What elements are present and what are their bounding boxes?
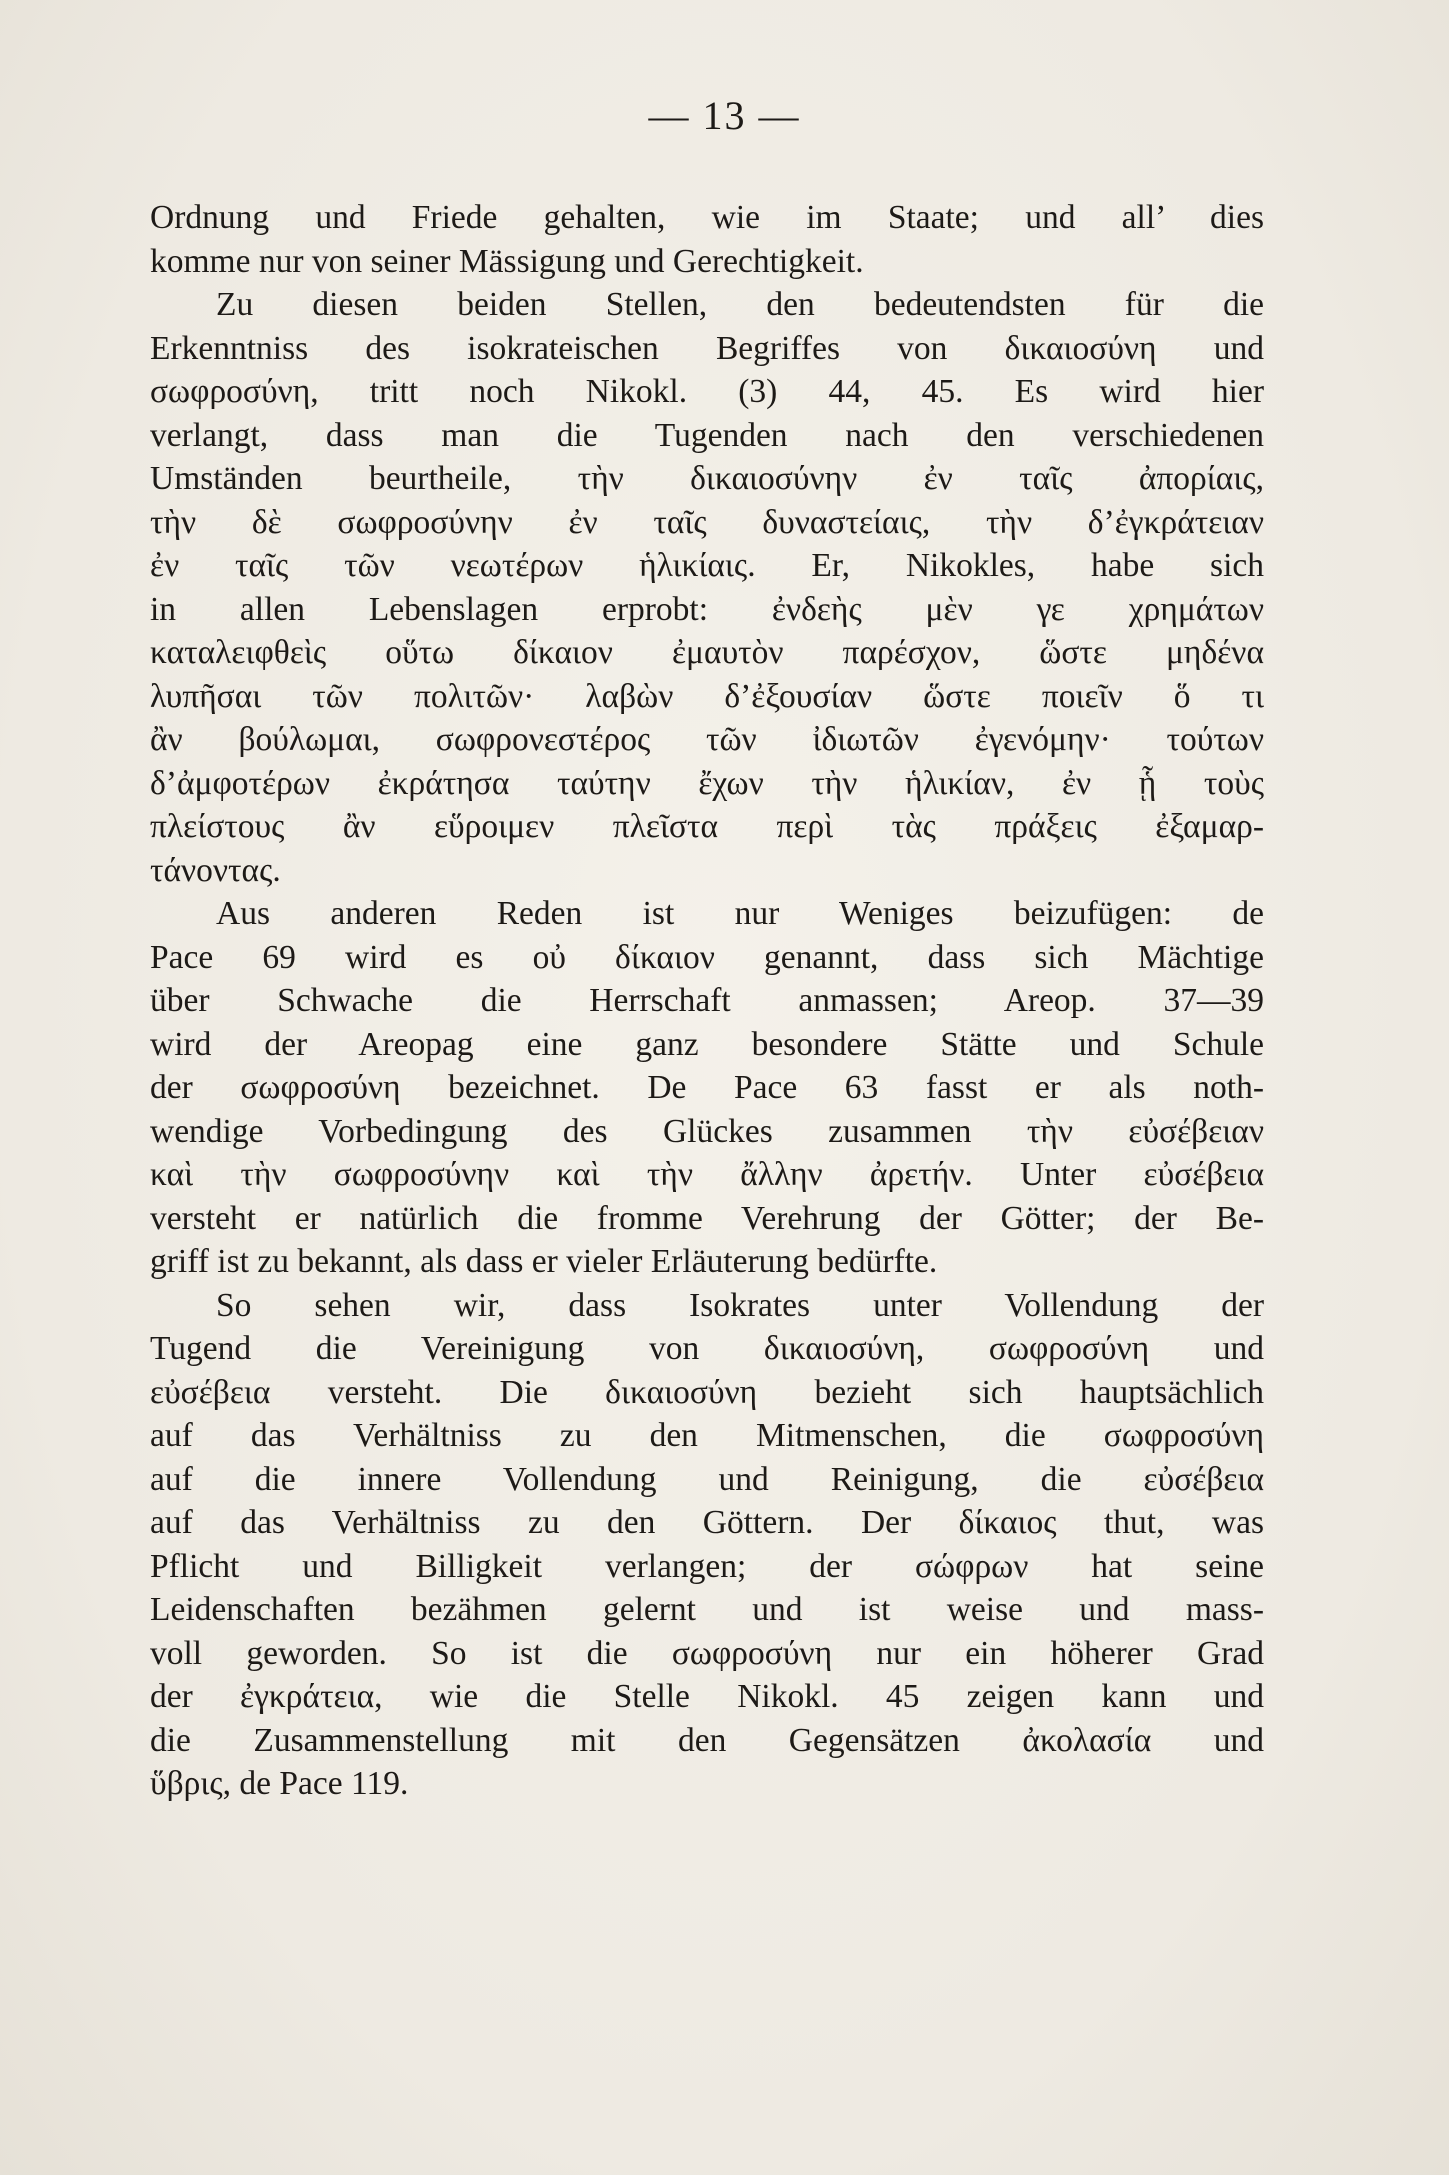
- page-number-header: — 13 —: [648, 93, 801, 138]
- text-line: τάνοντας.: [150, 851, 281, 889]
- text-line: verlangt, dass man die Tugenden nach den verschiedenen: [150, 416, 1264, 454]
- text-line: auf das Verhältniss zu den Mitmenschen, die σωφροσύνη: [150, 1417, 1264, 1454]
- text-line: Erkenntniss des isokrateischen Begriffes von δικαιοσύνη und: [150, 329, 1264, 367]
- text-line: καταλειφθεὶς οὕτω δίκαιον ἐμαυτὸν παρέσχον, ὥστε μηδένα: [150, 634, 1264, 671]
- text-line: auf das Verhältniss zu den Göttern. Der δίκαιος thut, was: [150, 1504, 1264, 1541]
- text-line: auf die innere Vollendung und Reinigung, die εὐσέβεια: [150, 1460, 1264, 1498]
- text-line: ἂν βούλωμαι, σωφρονεστέρος τῶν ἰδιωτῶν ἐγενόμην· τούτων: [150, 721, 1264, 758]
- text-line: Pace 69 wird es οὐ δίκαιον genannt, dass sich Mächtige: [150, 938, 1264, 976]
- text-line: ὕβρις, de Pace 119.: [150, 1765, 409, 1802]
- text-line: καὶ τὴν σωφροσύνην καὶ τὴν ἄλλην ἀρετήν. Unter εὐσέβεια: [150, 1156, 1264, 1193]
- text-line: τὴν δὲ σωφροσύνην ἐν ταῖς δυναστείαις, τὴν δ’ἐγκράτειαν: [150, 503, 1264, 541]
- text-line: Ordnung und Friede gehalten, wie im Staate; und all’ dies: [150, 199, 1264, 236]
- text-line: wird der Areopag eine ganz besondere Stätte und Schule: [150, 1025, 1264, 1063]
- text-line: εὐσέβεια versteht. Die δικαιοσύνη bezieht sich hauptsächlich: [150, 1373, 1264, 1411]
- text-line: in allen Lebenslagen erprobt: ἐνδεὴς μὲν γε χρημάτων: [150, 590, 1264, 628]
- text-line: der σωφροσύνη bezeichnet. De Pace 63 fasst er als noth-: [150, 1069, 1264, 1106]
- text-line: Aus anderen Reden ist nur Weniges beizufügen: de: [216, 895, 1264, 932]
- text-line: Leidenschaften bezähmen gelernt und ist weise und mass-: [150, 1591, 1264, 1628]
- text-line: griff ist zu bekannt, als dass er vieler Erläuterung bedürfte.: [150, 1243, 938, 1280]
- text-line: der ἐγκράτεια, wie die Stelle Nikokl. 45 zeigen kann und: [150, 1678, 1264, 1715]
- text-line: ἐν ταῖς τῶν νεωτέρων ἡλικίαις. Er, Nikokles, habe sich: [150, 547, 1264, 584]
- text-line: Umständen beurtheile, τὴν δικαιοσύνην ἐν ταῖς ἀπορίαις,: [150, 460, 1264, 497]
- text-line: versteht er natürlich die fromme Verehrung der Götter; der Be-: [150, 1199, 1264, 1237]
- text-line: πλείστους ἂν εὕροιμεν πλεῖστα περὶ τὰς πράξεις ἐξαμαρ-: [150, 808, 1264, 845]
- text-line: Pflicht und Billigkeit verlangen; der σώφρων hat seine: [150, 1547, 1264, 1585]
- text-line: wendige Vorbedingung des Glückes zusammen τὴν εὐσέβειαν: [150, 1112, 1264, 1150]
- text-line: die Zusammenstellung mit den Gegensätzen ἀκολασία und: [150, 1721, 1264, 1759]
- text-line: Zu diesen beiden Stellen, den bedeutendsten für die: [216, 286, 1264, 323]
- text-line: komme nur von seiner Mässigung und Gerechtigkeit.: [150, 242, 864, 280]
- text-line: σωφροσύνη, tritt noch Nikokl. (3) 44, 45. Es wird hier: [150, 373, 1264, 410]
- text-line: voll geworden. So ist die σωφροσύνη nur ein höherer Grad: [150, 1634, 1264, 1672]
- text-line: So sehen wir, dass Isokrates unter Vollendung der: [216, 1286, 1264, 1324]
- text-line: δ’ἀμφοτέρων ἐκράτησα ταύτην ἔχων τὴν ἡλικίαν, ἐν ᾗ τοὺς: [150, 764, 1264, 802]
- body-text: [150, 196, 1264, 1806]
- text-line: über Schwache die Herrschaft anmassen; Areop. 37—39: [150, 982, 1264, 1019]
- text-line: Tugend die Vereinigung von δικαιοσύνη, σωφροσύνη und: [150, 1330, 1264, 1367]
- text-line: λυπῆσαι τῶν πολιτῶν· λαβὼν δ’ἐξουσίαν ὥστε ποιεῖν ὅ τι: [150, 677, 1264, 715]
